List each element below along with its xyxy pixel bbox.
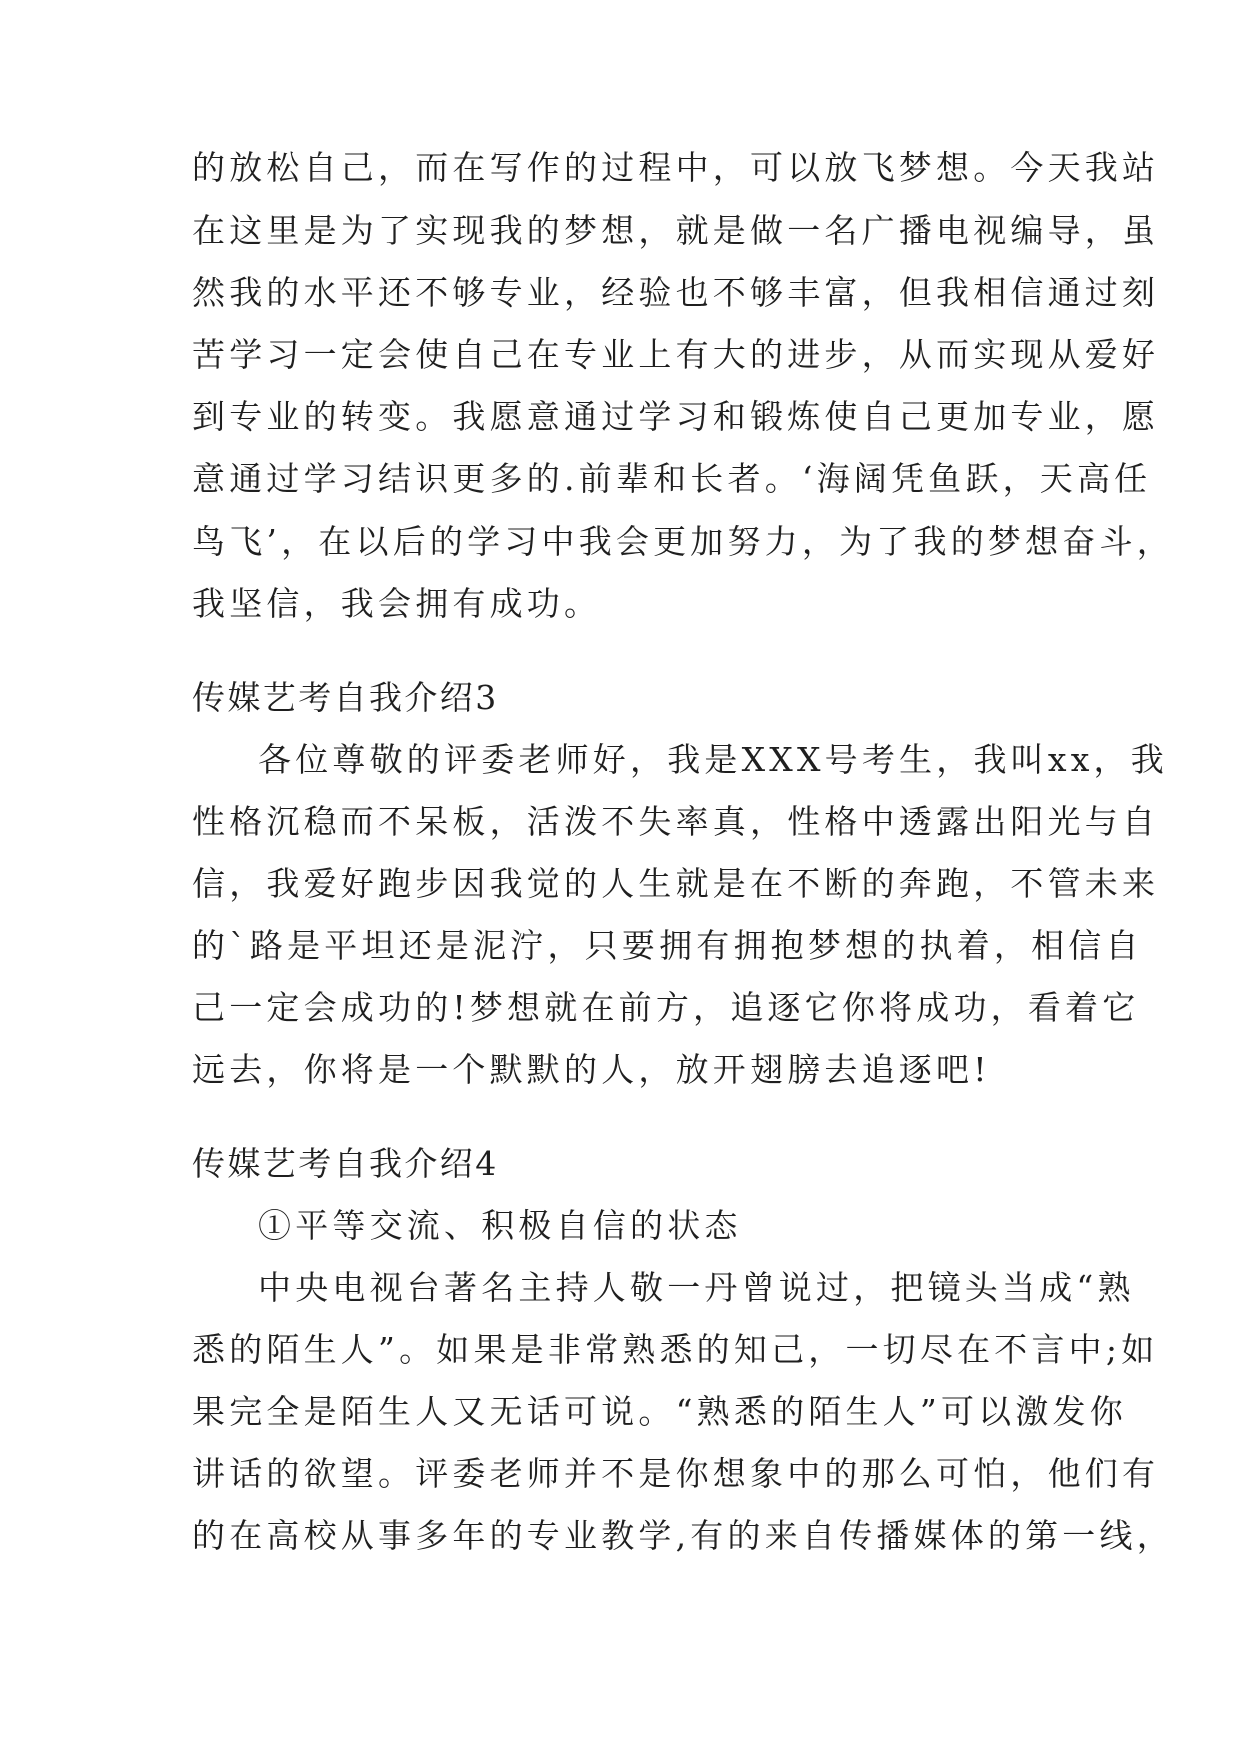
paragraph-line: 然我的水平还不够专业，经验也不够丰富，但我相信通过刻 xyxy=(192,273,1160,312)
paragraph-line: 远去，你将是一个默默的人，放开翅膀去追逐吧! xyxy=(192,1050,991,1089)
paragraph-line: 讲话的欲望。评委老师并不是你想象中的那么可怕，他们有 xyxy=(192,1454,1160,1493)
section-heading: 传媒艺考自我介绍4 xyxy=(192,1144,499,1183)
paragraph-line: 意通过学习结识更多的.前辈和长者。‘海阔凭鱼跃，天高任 xyxy=(192,459,1152,498)
paragraph-line: 苦学习一定会使自己在专业上有大的进步，从而实现从爱好 xyxy=(192,335,1160,374)
paragraph-line: 悉的陌生人”。如果是非常熟悉的知己，一切尽在不言中;如 xyxy=(192,1330,1159,1369)
section-heading: 传媒艺考自我介绍3 xyxy=(192,678,499,717)
paragraph-line: 的放松自己，而在写作的过程中，可以放飞梦想。今天我站 xyxy=(192,148,1160,187)
list-item-heading: ①平等交流、积极自信的状态 xyxy=(258,1206,742,1245)
paragraph-line: 在这里是为了实现我的梦想，就是做一名广播电视编导，虽 xyxy=(192,211,1160,250)
paragraph-line: 我坚信，我会拥有成功。 xyxy=(192,584,602,623)
paragraph-line: 各位尊敬的评委老师好，我是XXX号考生，我叫xx，我 xyxy=(258,740,1168,779)
paragraph-line: 中央电视台著名主持人敬一丹曾说过，把镜头当成“熟 xyxy=(258,1268,1135,1307)
paragraph-line: 果完全是陌生人又无话可说。“熟悉的陌生人”可以激发你 xyxy=(192,1392,1127,1431)
paragraph-line: 鸟飞’，在以后的学习中我会更加努力，为了我的梦想奋斗， xyxy=(192,522,1174,561)
paragraph-line: 己一定会成功的!梦想就在前方，追逐它你将成功，看着它 xyxy=(192,988,1140,1027)
paragraph-line: 的在高校从事多年的专业教学,有的来自传播媒体的第一线， xyxy=(192,1516,1174,1555)
paragraph-line: 性格沉稳而不呆板，活泼不失率真，性格中透露出阳光与自 xyxy=(192,802,1160,841)
paragraph-line: 的`路是平坦还是泥泞，只要拥有拥抱梦想的执着，相信自 xyxy=(192,926,1143,965)
paragraph-line: 信，我爱好跑步因我觉的人生就是在不断的奔跑，不管未来 xyxy=(192,864,1160,903)
paragraph-line: 到专业的转变。我愿意通过学习和锻炼使自己更加专业，愿 xyxy=(192,397,1160,436)
